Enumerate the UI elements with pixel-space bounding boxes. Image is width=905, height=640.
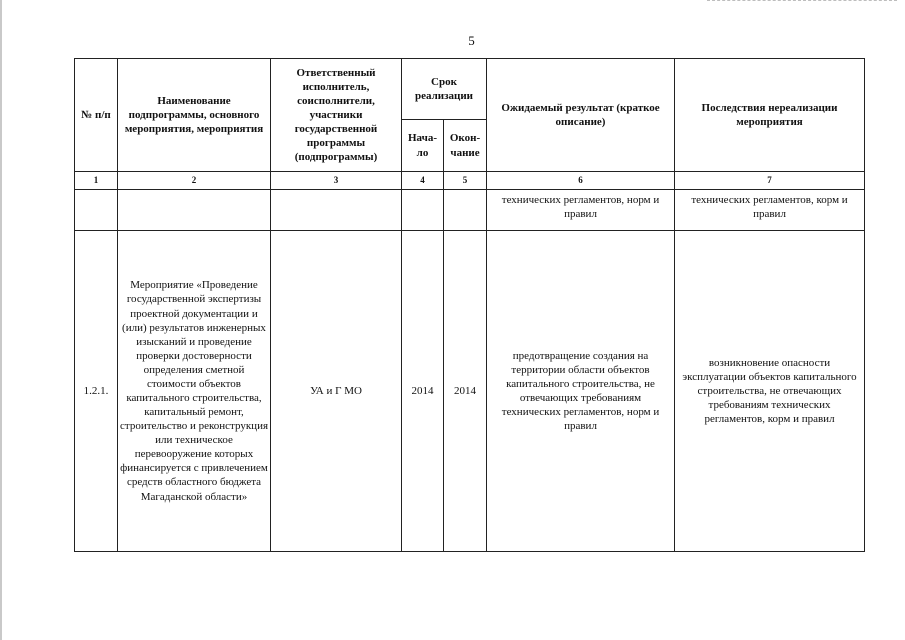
header-end: Окон-чание [444,120,487,172]
cell-consequences: возникновение опасности эксплуатации объектов капитального строительства, не отвечающих требованиям технических регламентов, корм и правил [675,231,865,552]
page-number: 5 [468,33,475,48]
scan-top-mark [707,0,897,3]
table-row [75,231,865,552]
cell-num: 1.2.1. [75,231,118,552]
column-number: 1 [75,172,118,190]
cell-result: предотвращение создания на территории области объектов капитального строительства, не отвечающих требованиям технических регламентов, норм и правил [487,231,675,552]
header-name: Наименование подпрограммы, основного мероприятия, мероприятия [118,59,271,172]
cell-executor [271,190,402,231]
activities-table [74,58,865,552]
cell-end: 2014 [444,231,487,552]
scan-edge-mark [0,0,2,640]
cell-name: Мероприятие «Проведение государственной экспертизы проектной документации и (или) результатов инженерных изысканий и проведение проверки достоверности определения сметной стоимости объектов капитального строительства, капитальный ремонт, строительство и реконструкция или техническое перевооружение которых финансируется с привлечением средств областного бюджета Магаданской области» [118,231,271,552]
header-row-top [75,59,865,120]
cell-end [444,190,487,231]
cell-num [75,190,118,231]
header-consequences: Последствия нереализации мероприятия [675,59,865,172]
column-number: 7 [675,172,865,190]
cell-name [118,190,271,231]
continuation-row [75,190,865,231]
column-number: 5 [444,172,487,190]
column-number: 2 [118,172,271,190]
cell-start [402,190,444,231]
column-number-row [75,172,865,190]
header-result: Ожидаемый результат (краткое описание) [487,59,675,172]
header-executor: Ответственный исполнитель, соисполнители, участники государственной программы (подпрограммы) [271,59,402,172]
header-start: Нача-ло [402,120,444,172]
column-number: 6 [487,172,675,190]
cell-result: технических регламентов, норм и правил [487,190,675,231]
cell-consequences: технических регламентов, корм и правил [675,190,865,231]
column-number: 3 [271,172,402,190]
column-number: 4 [402,172,444,190]
header-term: Срок реализации [402,59,487,120]
cell-executor: УА и Г МО [271,231,402,552]
header-num: № п/п [75,59,118,172]
cell-start: 2014 [402,231,444,552]
